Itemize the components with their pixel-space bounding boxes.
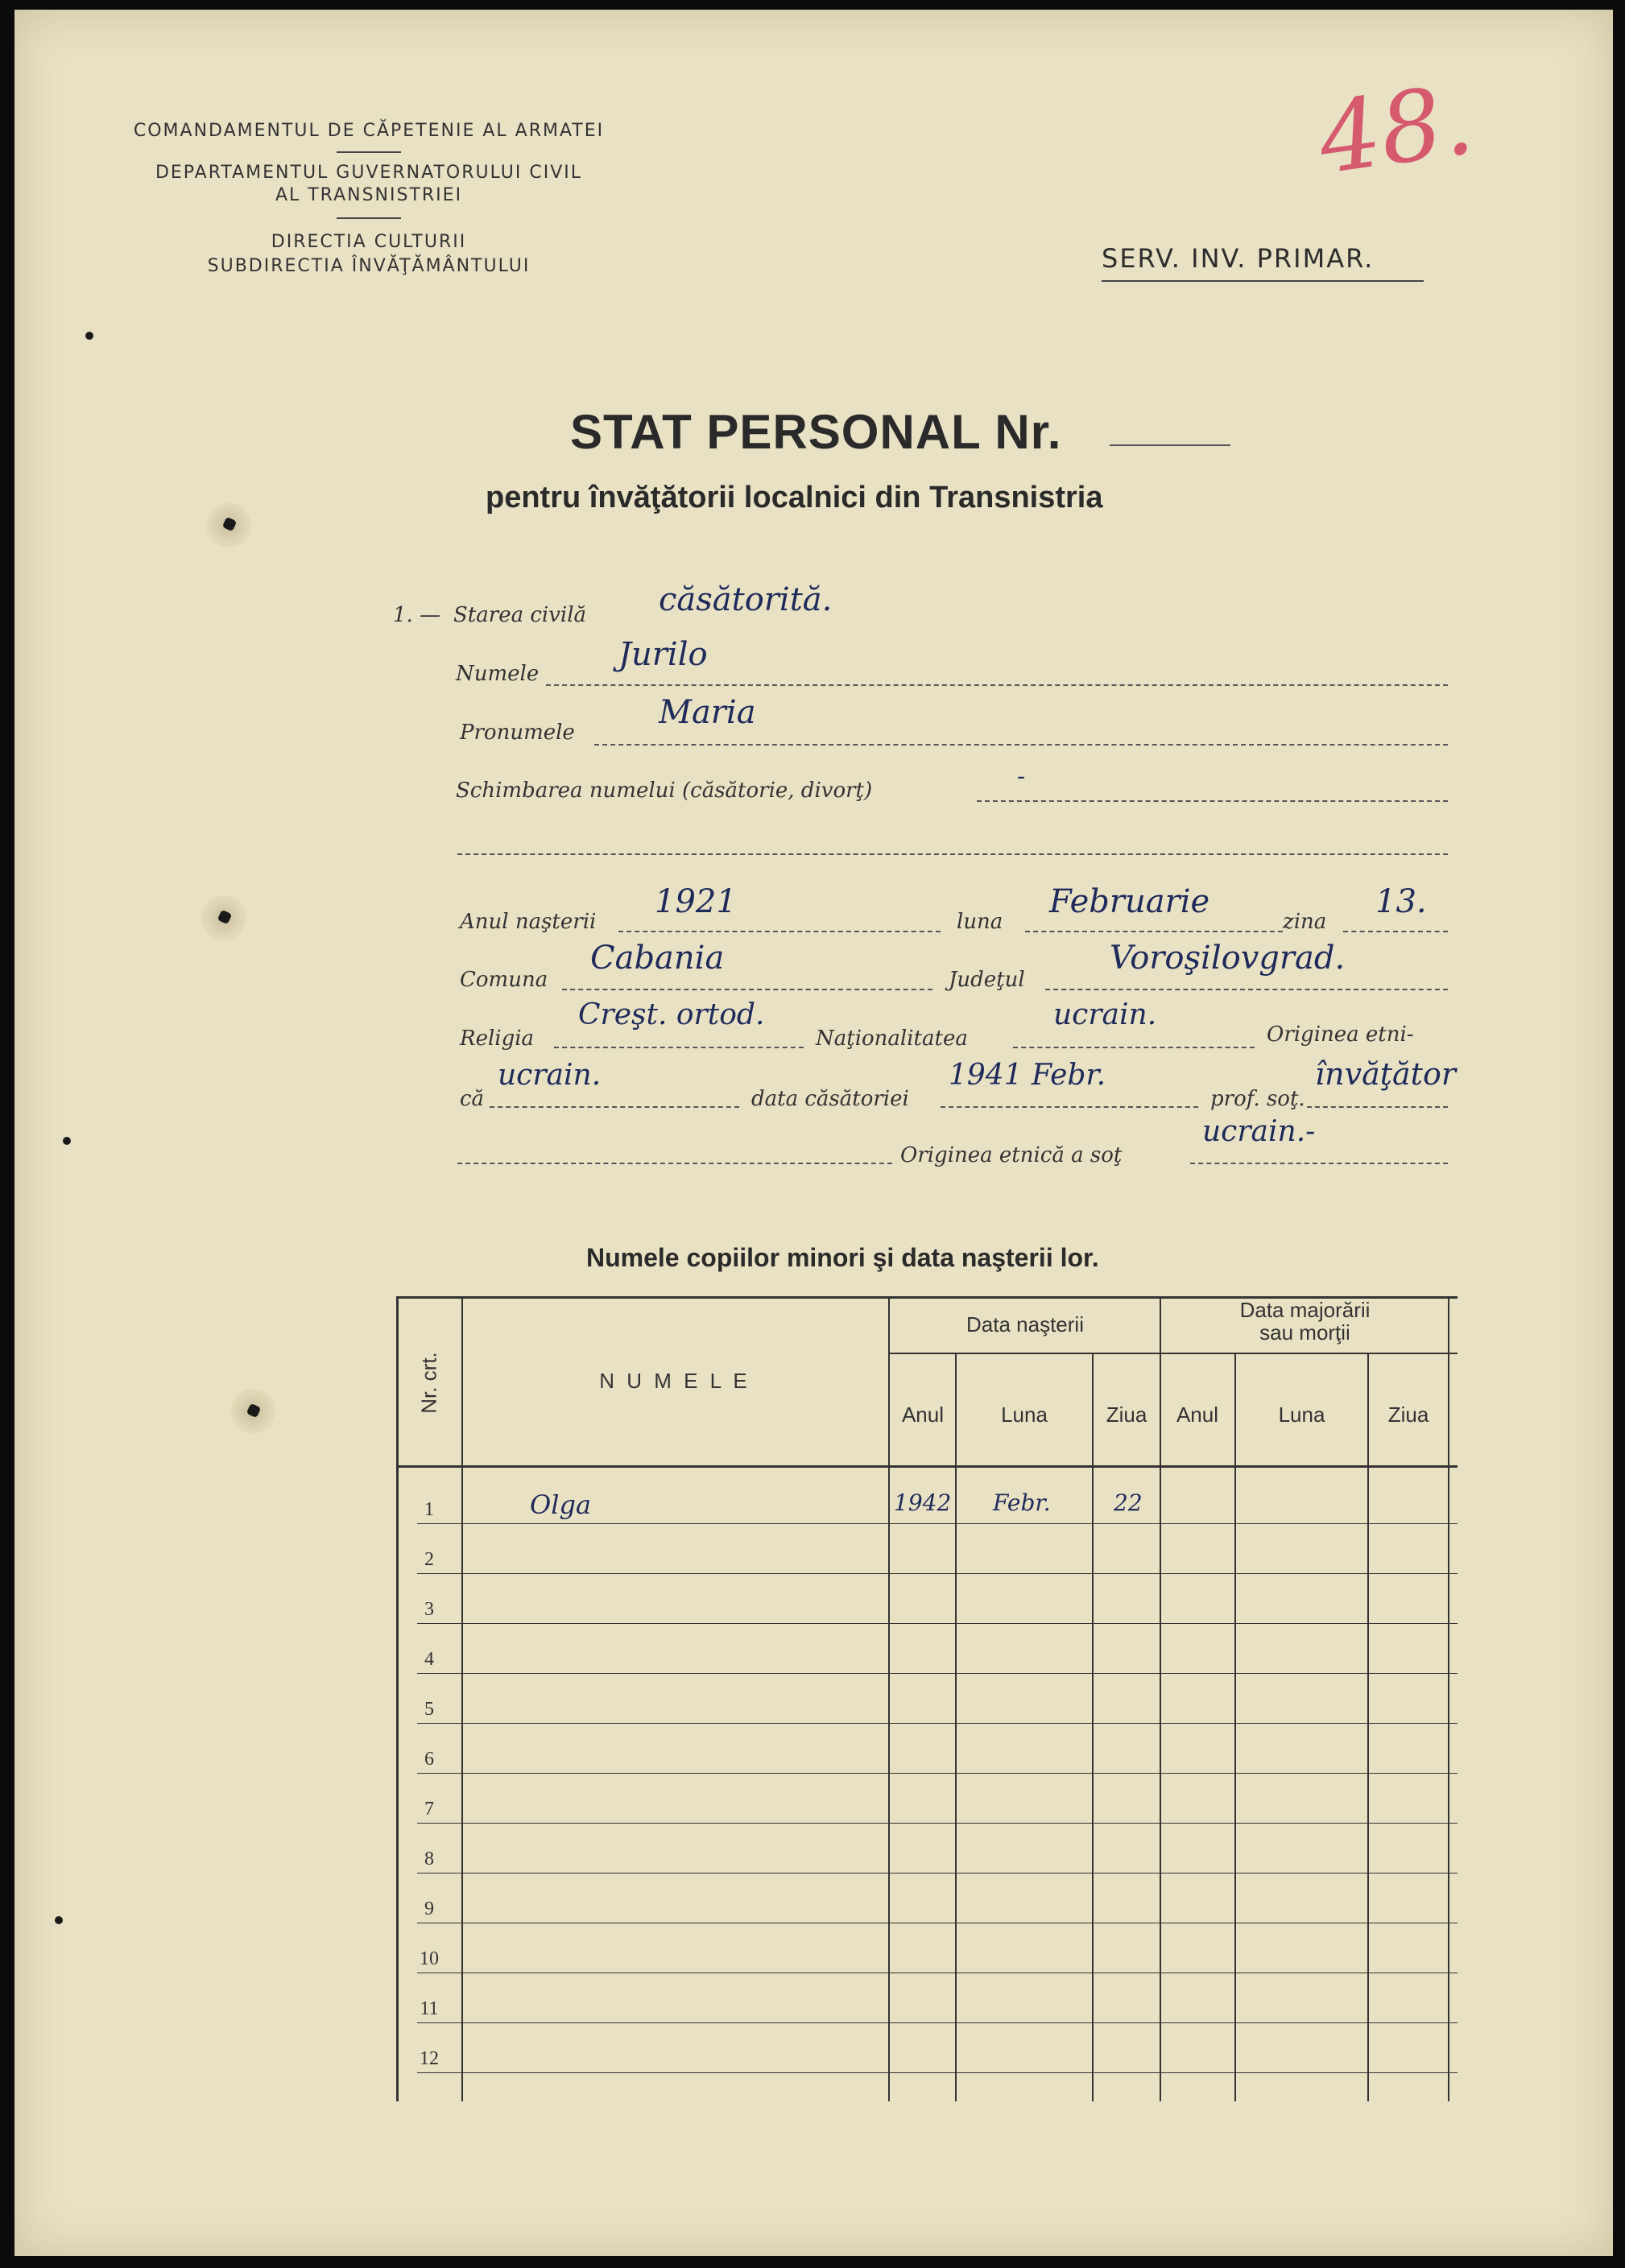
row-number: 7	[424, 1799, 434, 1820]
numele-label: Numele	[456, 662, 540, 686]
page-subtitle: pentru învăţătorii localnici din Transnistria	[486, 481, 1103, 514]
child-birth-month: Febr.	[993, 1489, 1051, 1516]
anul-line	[618, 931, 941, 932]
col-divider-luna2	[1367, 1353, 1369, 2101]
data-casatoriei-line	[941, 1106, 1198, 1108]
page-number-stamp: 48.	[1312, 64, 1480, 196]
child-birth-day: 22	[1114, 1489, 1143, 1516]
row-number: 10	[420, 1948, 439, 1969]
row-line	[417, 1773, 1458, 1774]
judetul-line	[1045, 989, 1448, 990]
col-divider-ziua2	[1448, 1296, 1449, 2101]
col-header-luna: Luna	[1001, 1403, 1048, 1427]
row-number: 2	[424, 1549, 434, 1570]
nationalitatea-label: Naţionalitatea	[816, 1027, 968, 1051]
schimbarea-line	[977, 800, 1448, 802]
judetul-value: Voroşilovgrad.	[1110, 940, 1346, 977]
anul-nasterii-label: Anul naşterii	[460, 910, 597, 934]
col-divider-numele	[888, 1296, 890, 2101]
originea-sot-label: Originea etnică a soţ	[900, 1143, 1123, 1167]
col-header-ziua: Ziua	[1106, 1403, 1147, 1427]
row-number: 6	[424, 1749, 434, 1770]
row-number: 12	[420, 2048, 439, 2069]
row-number: 8	[424, 1849, 434, 1869]
col-header-data-nasterii: Data naşterii	[966, 1312, 1084, 1336]
schimbarea-value: -	[1017, 762, 1026, 791]
originea-line	[490, 1106, 739, 1108]
data-casatoriei-value: 1941 Febr.	[949, 1059, 1106, 1092]
punch-hole	[206, 502, 251, 547]
numele-value: Jurilo	[618, 636, 708, 673]
originea-sot-prefix-line	[457, 1163, 892, 1164]
luna-line	[1025, 931, 1283, 932]
col-divider-luna	[1092, 1353, 1094, 2101]
table-header-divider	[888, 1353, 1458, 1354]
pronumele-value: Maria	[659, 694, 756, 731]
paper-spot	[55, 1916, 63, 1924]
comuna-line	[562, 989, 932, 990]
originea-value: ucrain.	[498, 1059, 602, 1092]
table-left-border	[396, 1296, 399, 2101]
service-label: SERV. INV. PRIMAR.	[1102, 243, 1375, 274]
title-number-line	[1110, 444, 1230, 446]
luna-value: Februarie	[1049, 883, 1210, 920]
religia-value: Creşt. ortod.	[578, 998, 765, 1031]
table-header-bottom	[396, 1465, 1458, 1468]
header-line-2: DEPARTAMENTUL GUVERNATORULUI CIVIL	[155, 163, 583, 183]
header-divider	[337, 151, 401, 153]
punch-hole	[201, 895, 246, 940]
paper-spot	[63, 1137, 71, 1145]
paper-spot	[85, 332, 93, 340]
luna-label: luna	[957, 910, 1003, 934]
col-header-luna2: Luna	[1278, 1403, 1325, 1427]
originea-etnica-label: Originea etni-	[1267, 1022, 1414, 1047]
col-divider-nr	[461, 1296, 463, 2101]
numele-line	[546, 684, 1448, 686]
col-header-anul2: Anul	[1176, 1403, 1219, 1427]
zina-value: 13.	[1375, 883, 1427, 920]
data-casatoriei-label: data căsătoriei	[751, 1087, 909, 1111]
row-line	[417, 1523, 1458, 1524]
row-line	[417, 1723, 1458, 1724]
row-number: 1	[424, 1499, 434, 1520]
starea-civila-label: Starea civilă	[453, 603, 587, 627]
religia-line	[554, 1047, 804, 1048]
judetul-label: Judeţul	[949, 968, 1025, 992]
row-line	[417, 2072, 1458, 2073]
punch-hole	[230, 1389, 275, 1434]
col-header-nr: Nr. crt.	[416, 1352, 441, 1414]
pronumele-line	[594, 744, 1448, 746]
col-header-data-majorarii: Data majorării	[1239, 1298, 1371, 1322]
row-line	[417, 1623, 1458, 1624]
row-number: 11	[420, 1998, 439, 2019]
col-divider-anul2	[1234, 1353, 1236, 2101]
schimbarea-line-2	[457, 853, 1448, 855]
zina-label: zina	[1283, 910, 1327, 934]
anul-nasterii-value: 1921	[655, 883, 737, 920]
col-header-numele: N U M E L E	[599, 1369, 750, 1393]
zina-line	[1343, 931, 1448, 932]
header-divider	[337, 217, 401, 219]
row-number: 9	[424, 1898, 434, 1919]
prof-sot-label: prof. soţ.	[1210, 1087, 1305, 1111]
col-divider-anul	[955, 1353, 957, 2101]
schimbarea-label: Schimbarea numelui (căsătorie, divorţ)	[456, 779, 873, 803]
nationalitatea-value: ucrain.	[1053, 998, 1157, 1031]
prof-sot-line	[1307, 1106, 1448, 1108]
pronumele-label: Pronumele	[460, 721, 575, 745]
comuna-value: Cabania	[590, 940, 725, 977]
service-underline	[1102, 280, 1424, 282]
comuna-label: Comuna	[460, 968, 548, 992]
header-line-5: SUBDIRECTIA ÎNVĂŢĂMÂNTULUI	[207, 256, 531, 276]
col-header-anul: Anul	[901, 1403, 945, 1427]
child-birth-year: 1942	[894, 1489, 952, 1516]
header-line-3: AL TRANSNISTRIEI	[275, 185, 463, 205]
row-line	[417, 1823, 1458, 1824]
document-page	[14, 10, 1613, 2256]
children-section-title: Numele copiilor minori şi data naşterii lor.	[586, 1243, 1099, 1272]
originea-sot-value: ucrain.-	[1202, 1115, 1316, 1148]
row-line	[417, 2022, 1458, 2023]
starea-civila-value: căsătorită.	[659, 581, 833, 618]
col-header-ziua2: Ziua	[1387, 1403, 1429, 1427]
row-number: 4	[424, 1649, 434, 1670]
religia-label: Religia	[460, 1027, 535, 1051]
row-number: 5	[424, 1699, 434, 1720]
prof-sot-value: învăţător	[1315, 1056, 1456, 1092]
header-line-1: COMANDAMENTUL DE CĂPETENIE AL ARMATEI	[133, 121, 605, 141]
header-line-4: DIRECTIA CULTURII	[271, 232, 467, 252]
nationalitatea-line	[1013, 1047, 1255, 1048]
row-line	[417, 1673, 1458, 1674]
row-line	[417, 1573, 1458, 1574]
item-number: 1. —	[393, 603, 441, 627]
originea-sot-line	[1190, 1163, 1448, 1164]
child-name: Olga	[530, 1489, 592, 1520]
row-number: 3	[424, 1599, 434, 1620]
ca-label: că	[460, 1087, 485, 1111]
col-header-sau-mortii: sau morţii	[1259, 1320, 1350, 1345]
page-title: STAT PERSONAL Nr.	[570, 405, 1062, 459]
